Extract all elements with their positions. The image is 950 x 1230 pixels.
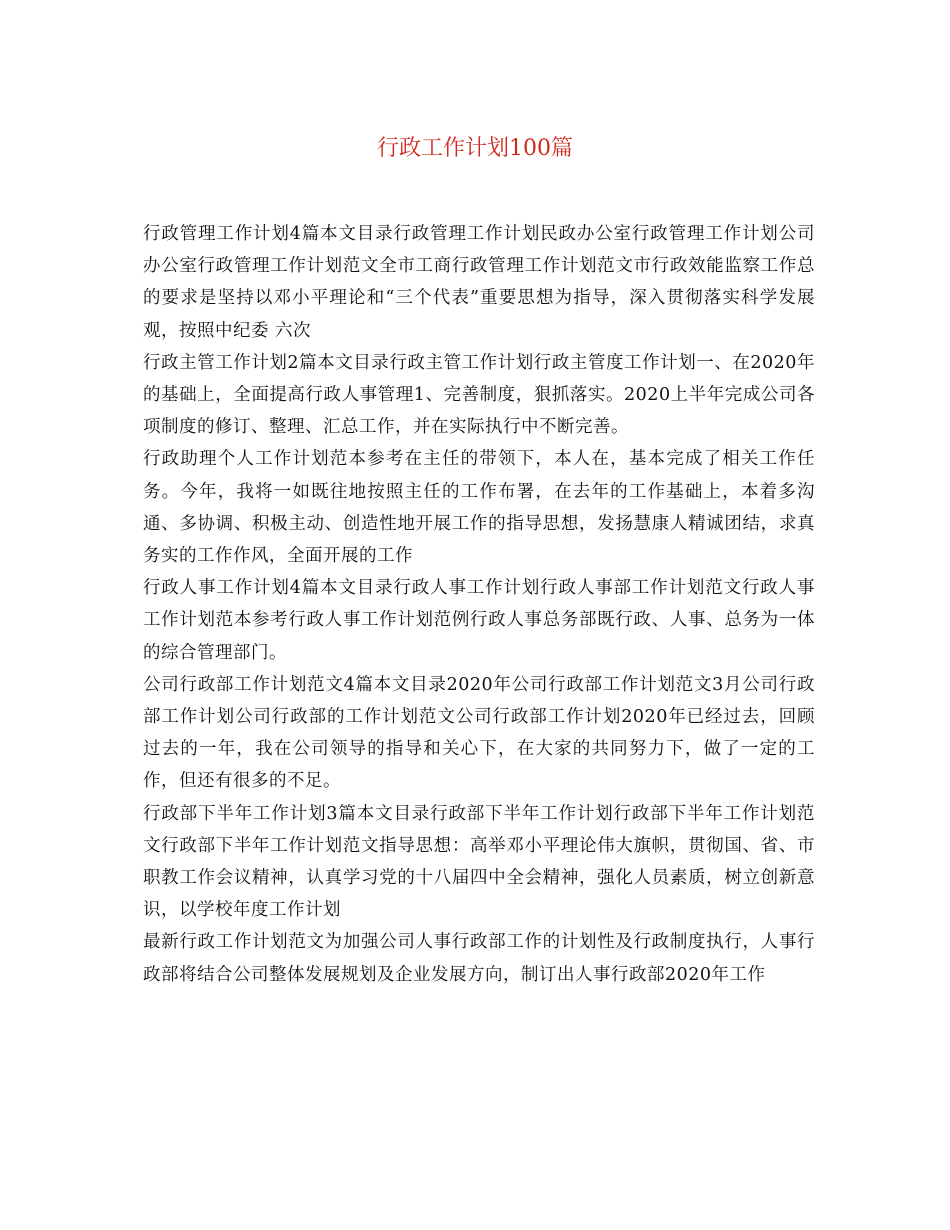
paragraph-admin-hr-plan: 行政人事工作计划4篇本文目录行政人事工作计划行政人事部工作计划范文行政人事工作计划范本参考行政人事工作计划范例行政人事总务部既行政、人事、总务为一体的综合管理部门。 [143, 578, 815, 663]
paragraph-admin-supervisor-plan: 行政主管工作计划2篇本文目录行政主管工作计划行政主管度工作计划一、在2020年的基础上，全面提高行政人事管理1、完善制度，狠抓落实。2020上半年完成公司各项制度的修订、整理、汇总工作，并在实际执行中不断完善。 [143, 352, 815, 438]
paragraph-company-admin-dept-plan: 公司行政部工作计划范文4篇本文目录2020年公司行政部工作计划范文3月公司行政部工作计划公司行政部的工作计划范文公司行政部工作计划2020年已经过去，回顾过去的一年，我在公司领导的指导和关心下，在大家的共同努力下，做了一定的工作，但还有很多的不足。 [143, 674, 815, 792]
paragraph-latest-admin-plan: 最新行政工作计划范文为加强公司人事行政部工作的计划性及行政制度执行，人事行政部将结合公司整体发展规划及企业发展方向，制订出人事行政部2020年工作 [143, 932, 815, 985]
document-body [143, 218, 815, 991]
paragraph-admin-assistant-plan: 行政助理个人工作计划范本参考在主任的带领下，本人在，基本完成了相关工作任务。今年，我将一如既往地按照主任的工作布署，在去年的工作基础上，本着多沟通、多协调、积极主动、创造性地开展工作的指导思想，发扬慧康人精诚团结，求真务实的工作作风，全面开展的工作 [143, 449, 815, 567]
document-title: 行政工作计划100篇 [377, 136, 573, 161]
paragraph-admin-dept-second-half-plan: 行政部下半年工作计划3篇本文目录行政部下半年工作计划行政部下半年工作计划范文行政部下半年工作计划范文指导思想：高举邓小平理论伟大旗帜，贯彻国、省、市职教工作会议精神，认真学习党的十八届四中全会精神，强化人员素质，树立创新意识，以学校年度工作计划 [143, 803, 815, 921]
paragraph-admin-management-plan: 行政管理工作计划4篇本文目录行政管理工作计划民政办公室行政管理工作计划公司办公室行政管理工作计划范文全市工商行政管理工作计划范文市行政效能监察工作总的要求是坚持以邓小平理论和“三个代表”重要思想为指导，深入贯彻落实科学发展观，按照中纪委 六次 [143, 224, 815, 341]
